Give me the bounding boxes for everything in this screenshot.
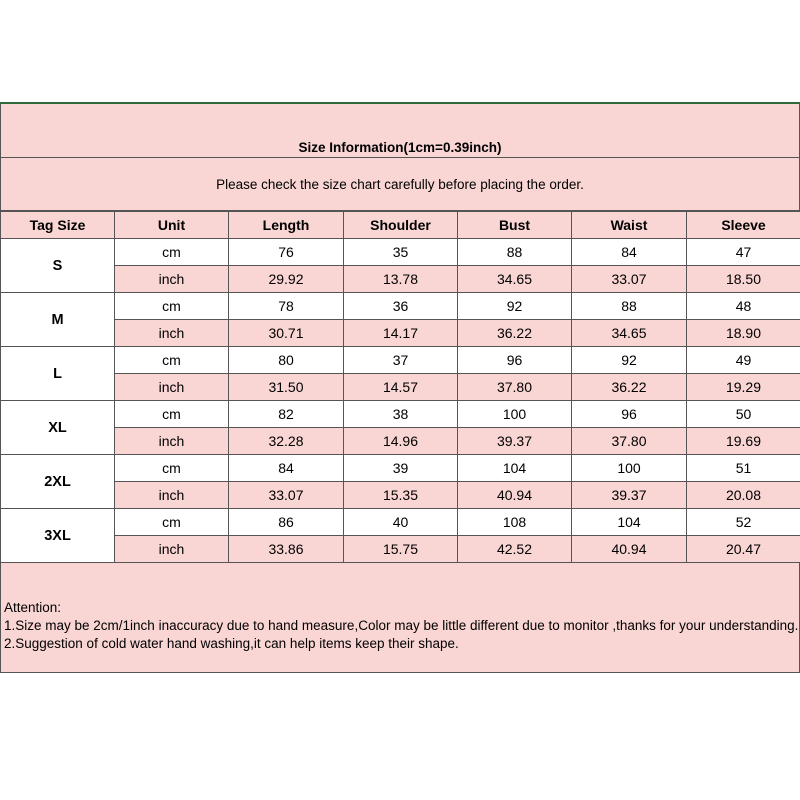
table-row [1, 266, 800, 293]
column-header-unit: Unit [115, 212, 229, 239]
measure-cell: 108 [458, 509, 572, 536]
table-row [1, 374, 800, 401]
attention-line-1: 1.Size may be 2cm/1inch inaccuracy due to hand measure,Color may be little different due to monitor ,thanks for your understanding. [4, 618, 799, 633]
tag-size-cell: 2XL [1, 455, 115, 509]
measure-cell: 84 [229, 455, 344, 482]
measure-cell: 100 [458, 401, 572, 428]
measure-cell: 37.80 [572, 428, 687, 455]
table-row [1, 347, 800, 374]
table-row [1, 536, 800, 563]
unit-cell: inch [115, 374, 229, 401]
measure-cell: 19.29 [687, 374, 800, 401]
chart-notice: Please check the size chart carefully before placing the order. [216, 176, 584, 192]
measure-cell: 92 [458, 293, 572, 320]
measure-cell: 34.65 [572, 320, 687, 347]
unit-cell: cm [115, 455, 229, 482]
measure-cell: 47 [687, 239, 800, 266]
tag-size-cell: 3XL [1, 509, 115, 563]
measure-cell: 36.22 [572, 374, 687, 401]
measure-cell: 84 [572, 239, 687, 266]
table-row [1, 320, 800, 347]
attention-footer [0, 563, 800, 673]
measure-cell: 92 [572, 347, 687, 374]
measure-cell: 86 [229, 509, 344, 536]
tag-size-cell: S [1, 239, 115, 293]
column-header-tag-size: Tag Size [1, 212, 115, 239]
measure-cell: 88 [458, 239, 572, 266]
measure-cell: 42.52 [458, 536, 572, 563]
column-header-bust: Bust [458, 212, 572, 239]
table-row [1, 428, 800, 455]
measure-cell: 36 [344, 293, 458, 320]
unit-cell: cm [115, 239, 229, 266]
table-row [1, 293, 800, 320]
measure-cell: 104 [572, 509, 687, 536]
chart-title: Size Information(1cm=0.39inch) [1, 104, 799, 158]
measure-cell: 32.28 [229, 428, 344, 455]
measure-cell: 50 [687, 401, 800, 428]
measure-cell: 38 [344, 401, 458, 428]
measure-cell: 96 [572, 401, 687, 428]
measure-cell: 40 [344, 509, 458, 536]
table-header-row [1, 212, 800, 239]
measure-cell: 30.71 [229, 320, 344, 347]
unit-cell: cm [115, 293, 229, 320]
unit-cell: cm [115, 509, 229, 536]
measure-cell: 18.90 [687, 320, 800, 347]
unit-cell: inch [115, 320, 229, 347]
measure-cell: 19.69 [687, 428, 800, 455]
unit-cell: inch [115, 482, 229, 509]
unit-cell: inch [115, 428, 229, 455]
measure-cell: 14.96 [344, 428, 458, 455]
measure-cell: 33.86 [229, 536, 344, 563]
measure-cell: 96 [458, 347, 572, 374]
column-header-length: Length [229, 212, 344, 239]
measure-cell: 20.08 [687, 482, 800, 509]
measure-cell: 15.75 [344, 536, 458, 563]
measure-cell: 18.50 [687, 266, 800, 293]
unit-cell: cm [115, 401, 229, 428]
measure-cell: 13.78 [344, 266, 458, 293]
column-header-shoulder: Shoulder [344, 212, 458, 239]
measure-cell: 34.65 [458, 266, 572, 293]
measure-cell: 76 [229, 239, 344, 266]
measure-cell: 40.94 [458, 482, 572, 509]
chart-header [0, 104, 800, 211]
measure-cell: 39.37 [458, 428, 572, 455]
attention-line-2: 2.Suggestion of cold water hand washing,it can help items keep their shape. [4, 636, 459, 651]
measure-cell: 39.37 [572, 482, 687, 509]
measure-cell: 31.50 [229, 374, 344, 401]
table-row [1, 401, 800, 428]
measure-cell: 39 [344, 455, 458, 482]
unit-cell: inch [115, 536, 229, 563]
measure-cell: 29.92 [229, 266, 344, 293]
measure-cell: 40.94 [572, 536, 687, 563]
unit-cell: inch [115, 266, 229, 293]
measure-cell: 14.57 [344, 374, 458, 401]
measure-cell: 20.47 [687, 536, 800, 563]
measure-cell: 100 [572, 455, 687, 482]
measure-cell: 33.07 [572, 266, 687, 293]
measure-cell: 37.80 [458, 374, 572, 401]
column-header-sleeve: Sleeve [687, 212, 800, 239]
measure-cell: 49 [687, 347, 800, 374]
tag-size-cell: XL [1, 401, 115, 455]
column-header-waist: Waist [572, 212, 687, 239]
measure-cell: 82 [229, 401, 344, 428]
unit-cell: cm [115, 347, 229, 374]
measure-cell: 48 [687, 293, 800, 320]
table-row [1, 482, 800, 509]
measure-cell: 88 [572, 293, 687, 320]
attention-heading: Attention: [4, 600, 62, 615]
size-table [0, 211, 800, 563]
table-row [1, 239, 800, 266]
table-row [1, 509, 800, 536]
measure-cell: 14.17 [344, 320, 458, 347]
tag-size-cell: L [1, 347, 115, 401]
measure-cell: 15.35 [344, 482, 458, 509]
measure-cell: 51 [687, 455, 800, 482]
measure-cell: 80 [229, 347, 344, 374]
table-row [1, 455, 800, 482]
measure-cell: 104 [458, 455, 572, 482]
measure-cell: 36.22 [458, 320, 572, 347]
measure-cell: 52 [687, 509, 800, 536]
size-chart-sheet [0, 102, 800, 673]
size-table-body [1, 239, 800, 563]
tag-size-cell: M [1, 293, 115, 347]
measure-cell: 37 [344, 347, 458, 374]
measure-cell: 35 [344, 239, 458, 266]
measure-cell: 78 [229, 293, 344, 320]
measure-cell: 33.07 [229, 482, 344, 509]
